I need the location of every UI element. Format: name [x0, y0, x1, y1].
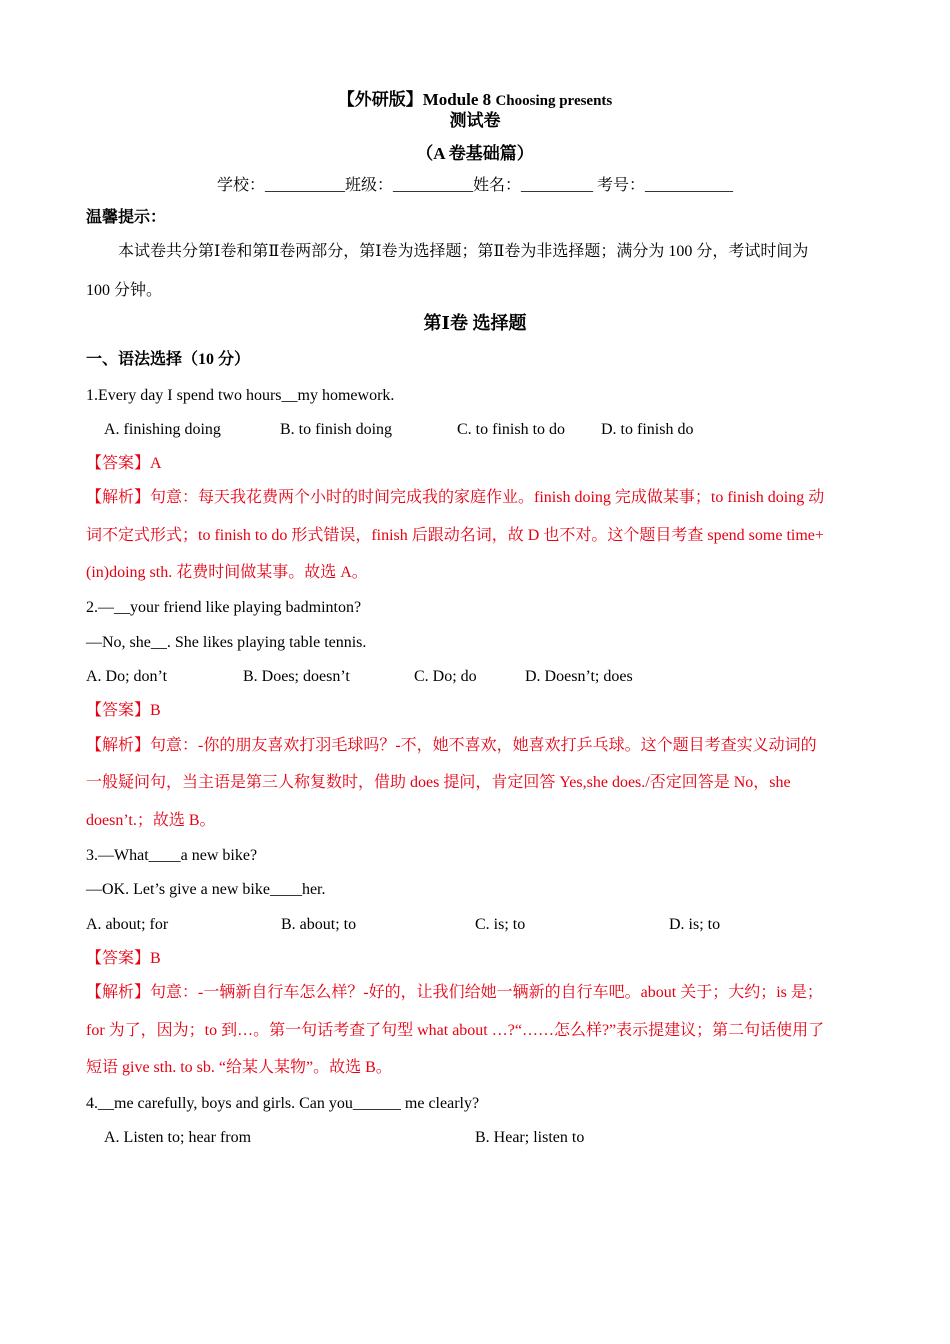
question-3-option-b: B. about; to: [281, 916, 357, 933]
question-2-answer: 【答案】B: [86, 702, 161, 719]
question-1-option-a: A. finishing doing: [104, 421, 221, 438]
title-prefix: 【外研版】: [337, 90, 423, 109]
question-4-stem: 4.__me carefully, boys and girls. Can you______ me clearly?: [86, 1095, 480, 1112]
question-2-analysis-line2: 一般疑问句，当主语是第三人称复数时，借助 does 提问，肯定回答 Yes,she does./否定回答是 No，she: [86, 774, 791, 791]
question-4-option-b: B. Hear; listen to: [475, 1129, 585, 1146]
document-title: [0, 90, 950, 111]
title-module: Module 8: [422, 90, 492, 109]
question-1-analysis-line1: 【解析】句意：每天我花费两个小时的时间完成我的家庭作业。finish doing 完成做某事；to finish doing 动: [86, 489, 825, 506]
question-2-analysis-line3: doesn’t.；故选 B。: [86, 812, 216, 829]
student-info-line: 学校：__________班级：__________姓名：_________ 考号：___________: [216, 177, 733, 194]
section1-title: 一、语法选择（10 分）: [86, 351, 251, 368]
document-subtitle: 测试卷: [449, 111, 501, 130]
question-1-option-d: D. to finish do: [601, 421, 694, 438]
question-1-stem: 1.Every day I spend two hours__my homework.: [86, 387, 395, 404]
question-1-option-c: C. to finish to do: [457, 421, 566, 438]
question-4-option-a: A. Listen to; hear from: [104, 1129, 252, 1146]
question-1-analysis-line2: 词不定式形式；to finish to do 形式错误，finish 后跟动名词，故 D 也不对。这个题目考查 spend some time+: [86, 527, 824, 544]
notice-label: 温馨提示：: [86, 209, 167, 226]
question-2-option-a: A. Do; don’t: [86, 668, 168, 685]
question-3-analysis-line2: for 为了，因为；to 到…。第一句话考查了句型 what about …?“……怎么样?”表示提建议；第二句话使用了: [86, 1022, 825, 1039]
question-3-answer: 【答案】B: [86, 950, 161, 967]
question-3-option-d: D. is; to: [669, 916, 721, 933]
question-1-analysis-line3: (in)doing sth. 花费时间做某事。故选 A。: [86, 564, 368, 581]
question-2-analysis-line1: 【解析】句意：-你的朋友喜欢打羽毛球吗？-不，她不喜欢，她喜欢打乒乓球。这个题目考查实义动词的: [86, 737, 817, 754]
question-3-analysis-line3: 短语 give sth. to sb. “给某人某物”。故选 B。: [86, 1059, 392, 1076]
question-2-stem-line2: —No, she__. She likes playing table tennis.: [86, 634, 367, 651]
question-2-option-c: C. Do; do: [414, 668, 477, 685]
document-volume: （A 卷基础篇）: [416, 144, 534, 163]
question-2-option-b: B. Does; doesn’t: [243, 668, 350, 685]
question-1-answer: 【答案】A: [86, 455, 162, 472]
question-1-option-b: B. to finish doing: [280, 421, 393, 438]
part1-title: 第Ⅰ卷 选择题: [423, 313, 527, 333]
question-2-stem-line1: 2.—__your friend like playing badminton?: [86, 599, 362, 616]
question-3-stem-line2: —OK. Let’s give a new bike____her.: [86, 881, 326, 898]
notice-text-line1: 本试卷共分第Ⅰ卷和第Ⅱ卷两部分，第Ⅰ卷为选择题；第Ⅱ卷为非选择题；满分为 100 分，考试时间为: [118, 243, 809, 260]
question-2-option-d: D. Doesn’t; does: [525, 668, 633, 685]
title-topic: Choosing presents: [495, 93, 613, 109]
question-3-analysis-line1: 【解析】句意：-一辆新自行车怎么样？-好的，让我们给她一辆新的自行车吧。about 关于；大约；is 是；: [86, 984, 823, 1001]
question-3-stem-line1: 3.—What____a new bike?: [86, 847, 258, 864]
question-3-option-c: C. is; to: [475, 916, 526, 933]
question-3-option-a: A. about; for: [86, 916, 169, 933]
notice-text-line2: 100 分钟。: [86, 282, 163, 299]
